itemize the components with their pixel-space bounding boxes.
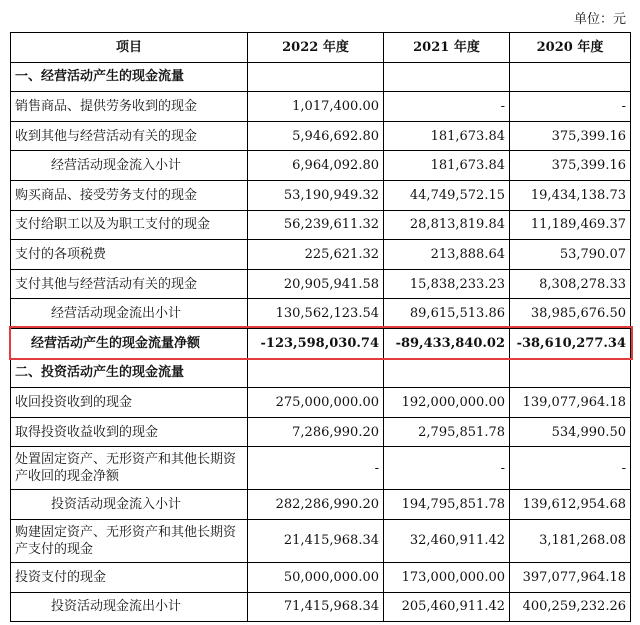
value-2022 bbox=[248, 62, 384, 92]
unit-label: 单位：元 bbox=[573, 12, 626, 27]
value-2021: 192,000,000.00 bbox=[384, 388, 510, 418]
row-label: 投资活动现金流入小计 bbox=[11, 490, 248, 520]
value-2021: 2,795,851.78 bbox=[384, 417, 510, 447]
value-2022: 225,621.32 bbox=[248, 240, 384, 270]
table-row bbox=[11, 62, 631, 92]
value-2021 bbox=[384, 62, 510, 92]
row-label: 投资活动现金流出小计 bbox=[11, 592, 248, 622]
value-2022: -123,598,030.74 bbox=[248, 328, 384, 358]
value-2022: 50,000,000.00 bbox=[248, 562, 384, 592]
row-label: 销售商品、提供劳务收到的现金 bbox=[11, 92, 248, 122]
table-row bbox=[11, 388, 631, 418]
value-2022: 71,415,968.34 bbox=[248, 592, 384, 622]
table-row bbox=[11, 417, 631, 447]
value-2021: 213,888.64 bbox=[384, 240, 510, 270]
value-2021: 181,673.84 bbox=[384, 151, 510, 181]
value-2021: 181,673.84 bbox=[384, 121, 510, 151]
header-2022: 2022 年度 bbox=[248, 33, 384, 63]
row-label: 支付其他与经营活动有关的现金 bbox=[11, 269, 248, 299]
value-2021: - bbox=[384, 447, 510, 490]
cash-flow-table bbox=[10, 32, 631, 622]
value-2022: 282,286,990.20 bbox=[248, 490, 384, 520]
value-2021: 15,838,233.23 bbox=[384, 269, 510, 299]
value-2020: 19,434,138.73 bbox=[510, 180, 631, 210]
value-2022: - bbox=[248, 447, 384, 490]
value-2020 bbox=[510, 62, 631, 92]
header-2020: 2020 年度 bbox=[510, 33, 631, 63]
value-2022: 56,239,611.32 bbox=[248, 210, 384, 240]
row-label: 支付的各项税费 bbox=[11, 240, 248, 270]
table-row bbox=[11, 490, 631, 520]
row-label: 经营活动现金流出小计 bbox=[11, 299, 248, 329]
value-2022: 21,415,968.34 bbox=[248, 519, 384, 562]
row-label: 收回投资收到的现金 bbox=[11, 388, 248, 418]
value-2020: - bbox=[510, 447, 631, 490]
value-2022: 20,905,941.58 bbox=[248, 269, 384, 299]
row-label: 一、经营活动产生的现金流量 bbox=[11, 62, 248, 92]
value-2022: 5,946,692.80 bbox=[248, 121, 384, 151]
table-row bbox=[11, 121, 631, 151]
table-row bbox=[11, 210, 631, 240]
table-row bbox=[11, 299, 631, 329]
value-2021: 32,460,911.42 bbox=[384, 519, 510, 562]
row-label: 支付给职工以及为职工支付的现金 bbox=[11, 210, 248, 240]
value-2020: 375,399.16 bbox=[510, 151, 631, 181]
table-row bbox=[11, 358, 631, 388]
value-2022: 53,190,949.32 bbox=[248, 180, 384, 210]
row-label: 经营活动现金流入小计 bbox=[11, 151, 248, 181]
row-label: 购建固定资产、无形资产和其他长期资产支付的现金 bbox=[11, 519, 248, 562]
table-row bbox=[11, 519, 631, 562]
row-label: 投资支付的现金 bbox=[11, 562, 248, 592]
header-2021: 2021 年度 bbox=[384, 33, 510, 63]
value-2020: 534,990.50 bbox=[510, 417, 631, 447]
row-label: 处置固定资产、无形资产和其他长期资产收回的现金净额 bbox=[11, 447, 248, 490]
row-label: 经营活动产生的现金流量净额 bbox=[11, 328, 248, 358]
value-2022: 6,964,092.80 bbox=[248, 151, 384, 181]
value-2020: 139,612,954.68 bbox=[510, 490, 631, 520]
table-row bbox=[11, 240, 631, 270]
table-row bbox=[11, 447, 631, 490]
value-2021: 173,000,000.00 bbox=[384, 562, 510, 592]
value-2020: 397,077,964.18 bbox=[510, 562, 631, 592]
header-item: 项目 bbox=[11, 33, 248, 63]
value-2022: 275,000,000.00 bbox=[248, 388, 384, 418]
value-2021: -89,433,840.02 bbox=[384, 328, 510, 358]
row-label: 收到其他与经营活动有关的现金 bbox=[11, 121, 248, 151]
table-row bbox=[11, 151, 631, 181]
value-2021: 44,749,572.15 bbox=[384, 180, 510, 210]
value-2022: 7,286,990.20 bbox=[248, 417, 384, 447]
value-2020: 139,077,964.18 bbox=[510, 388, 631, 418]
value-2022: 1,017,400.00 bbox=[248, 92, 384, 122]
value-2020: 3,181,268.08 bbox=[510, 519, 631, 562]
value-2020: 400,259,232.26 bbox=[510, 592, 631, 622]
row-label: 二、投资活动产生的现金流量 bbox=[11, 358, 248, 388]
value-2020: -38,610,277.34 bbox=[510, 328, 631, 358]
value-2021: 194,795,851.78 bbox=[384, 490, 510, 520]
value-2020: 375,399.16 bbox=[510, 121, 631, 151]
table-row bbox=[11, 180, 631, 210]
value-2022 bbox=[248, 358, 384, 388]
table-header-row bbox=[11, 33, 631, 63]
value-2021: 89,615,513.86 bbox=[384, 299, 510, 329]
value-2020 bbox=[510, 358, 631, 388]
value-2020: 11,189,469.37 bbox=[510, 210, 631, 240]
table-row bbox=[11, 269, 631, 299]
value-2022: 130,562,123.54 bbox=[248, 299, 384, 329]
value-2020: 8,308,278.33 bbox=[510, 269, 631, 299]
row-label: 取得投资收益收到的现金 bbox=[11, 417, 248, 447]
table-row bbox=[11, 562, 631, 592]
value-2020: 53,790.07 bbox=[510, 240, 631, 270]
value-2021: 28,813,819.84 bbox=[384, 210, 510, 240]
table-row bbox=[11, 92, 631, 122]
table-row-highlighted bbox=[11, 328, 631, 358]
value-2020: 38,985,676.50 bbox=[510, 299, 631, 329]
value-2021: - bbox=[384, 92, 510, 122]
value-2021 bbox=[384, 358, 510, 388]
value-2020: - bbox=[510, 92, 631, 122]
row-label: 购买商品、接受劳务支付的现金 bbox=[11, 180, 248, 210]
table-row bbox=[11, 592, 631, 622]
value-2021: 205,460,911.42 bbox=[384, 592, 510, 622]
